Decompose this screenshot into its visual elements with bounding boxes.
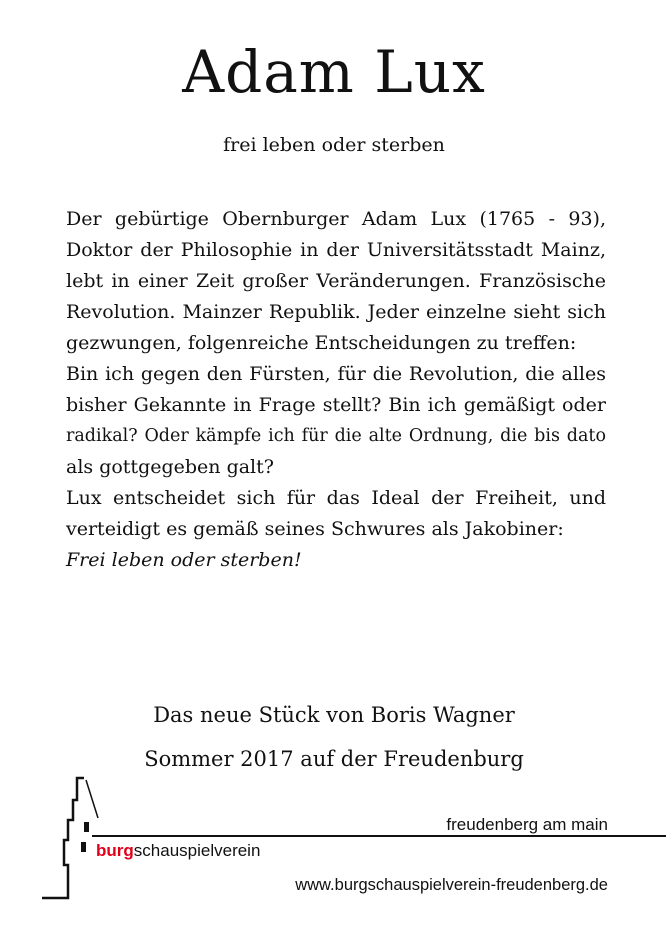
text-line: Lux entscheidet sich für das Ideal der Freiheit, und <box>66 487 606 509</box>
text-line: lebt in einer Zeit großer Veränderungen. Französische <box>66 270 606 292</box>
motto: Frei leben oder sterben! <box>66 549 302 571</box>
page-title: Adam Lux <box>182 38 486 106</box>
paragraph-intro <box>66 204 606 359</box>
organization-name <box>96 841 260 861</box>
text-line: als gottgegeben galt? <box>66 456 274 478</box>
text-line: radikal? Oder kämpfe ich für die alte Ordnung, die bis dato <box>66 426 606 446</box>
text-line: Revolution. Mainzer Republik. Jeder einzelne sieht sich <box>66 301 606 323</box>
text-line: bisher Gekannte in Frage stellt? Bin ich gemäßigt oder <box>66 394 606 416</box>
paragraph-decision <box>66 483 606 545</box>
subtitle: frei leben oder sterben <box>223 134 445 156</box>
organization-name-rest: schauspielverein <box>133 841 261 860</box>
play-info <box>0 693 668 781</box>
play-author-line: Das neue Stück von Boris Wagner <box>153 703 515 727</box>
body-text <box>66 204 606 576</box>
text-line: gezwungen, folgenreiche Entscheidungen zu treffen: <box>66 332 577 354</box>
text-line: Bin ich gegen den Fürsten, für die Revolution, die alles <box>66 363 606 385</box>
footer-divider <box>92 835 666 837</box>
text-line: Doktor der Philosophie in der Universitätsstadt Mainz, <box>66 239 606 261</box>
organization-name-highlight: burg <box>96 841 134 860</box>
paragraph-questions <box>66 359 606 483</box>
play-date-line: Sommer 2017 auf der Freudenburg <box>144 747 524 771</box>
website-link[interactable]: www.burgschauspielverein-freudenberg.de <box>295 876 608 894</box>
text-line: Der gebürtige Obernburger Adam Lux (1765 - 93), <box>66 208 606 230</box>
footer-location: freudenberg am main <box>446 815 608 834</box>
text-line: verteidigt es gemäß seines Schwures als Jakobiner: <box>66 518 564 540</box>
